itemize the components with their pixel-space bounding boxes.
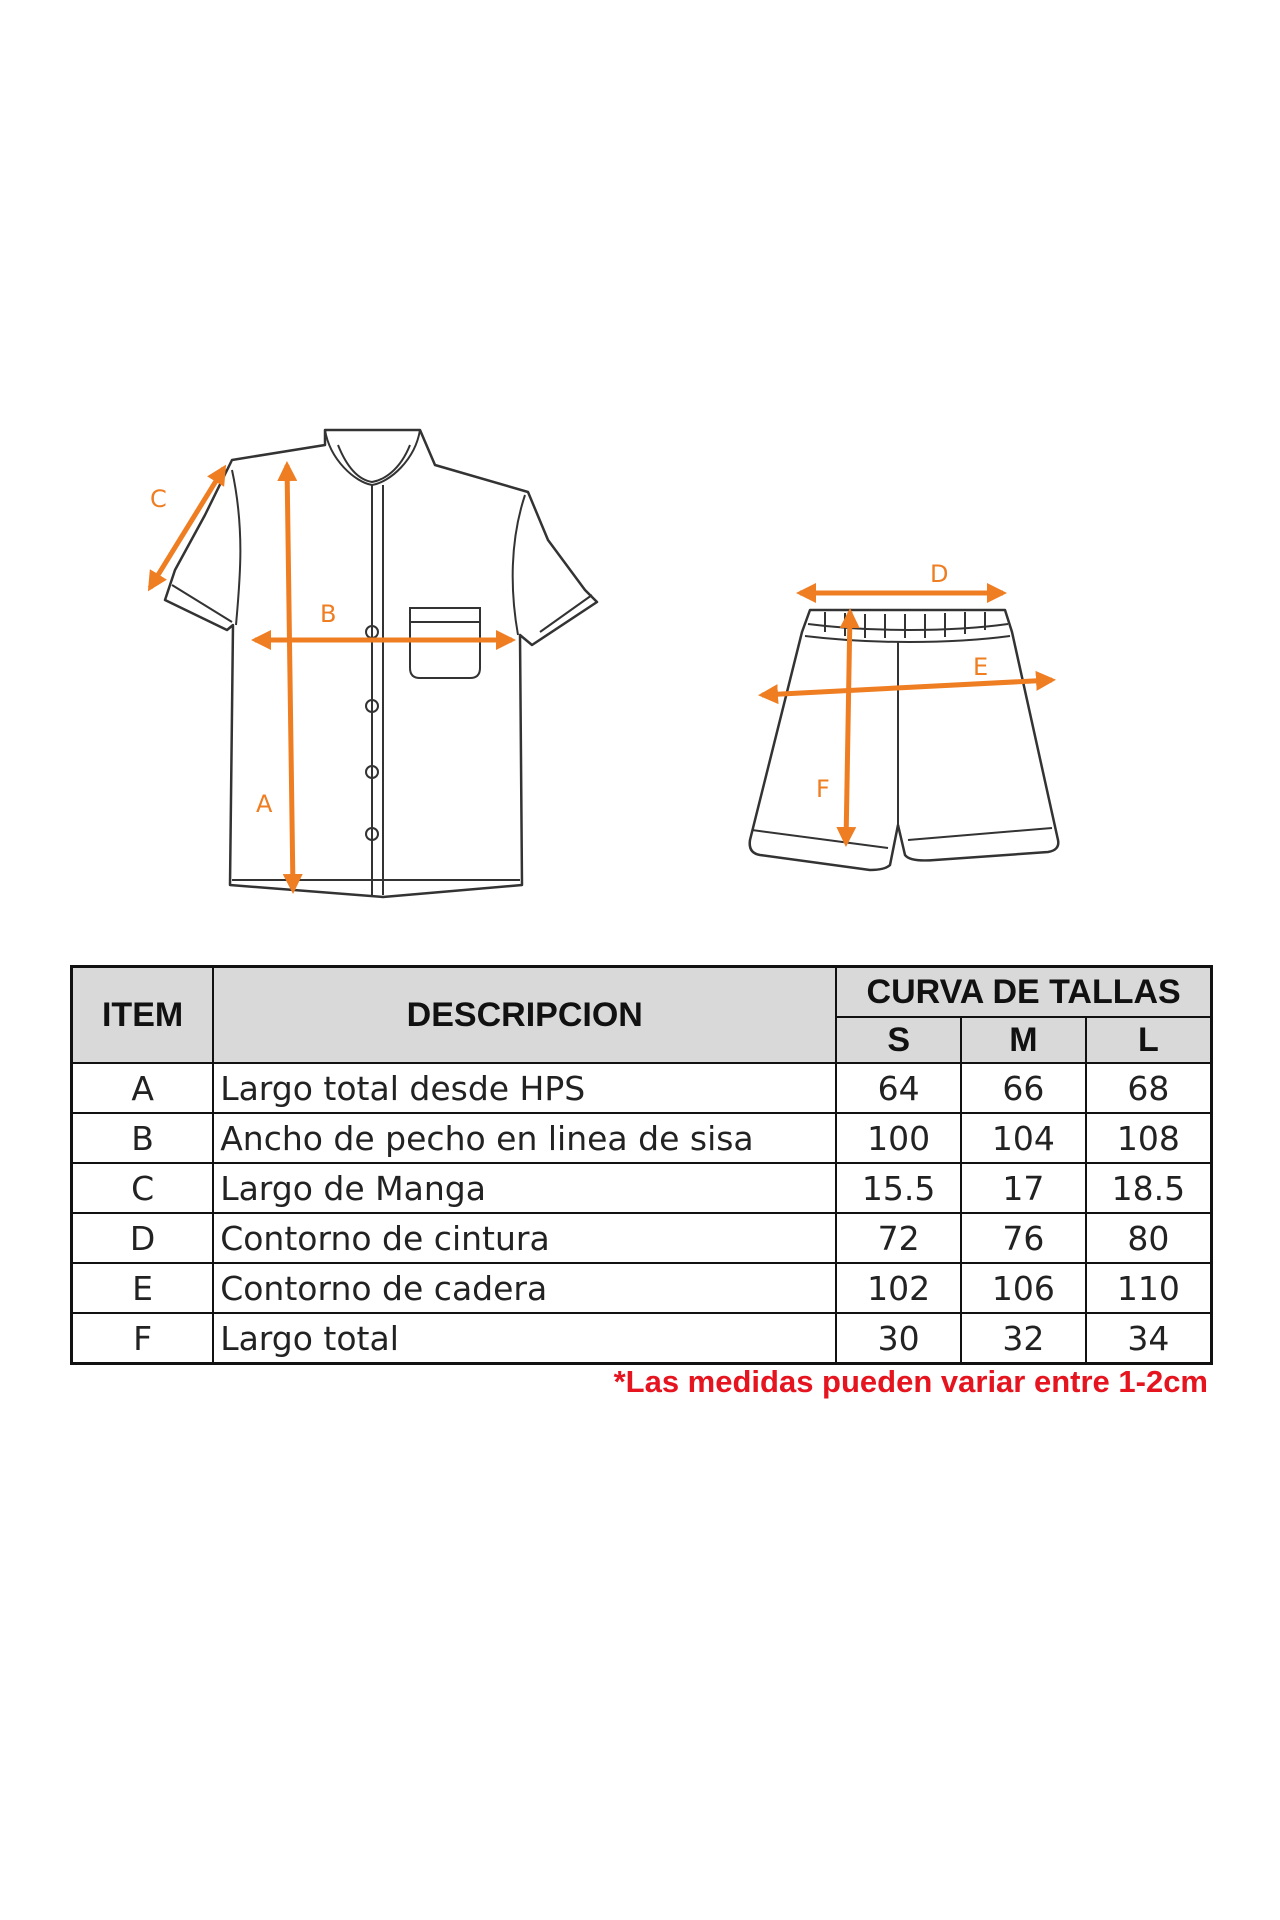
item-cell: C (72, 1163, 214, 1213)
value-cell-s: 72 (836, 1213, 961, 1263)
value-cell-m: 17 (961, 1163, 1086, 1213)
value-cell-s: 100 (836, 1113, 961, 1163)
description-cell: Ancho de pecho en linea de sisa (213, 1113, 836, 1163)
header-row (72, 967, 1212, 1018)
value-cell-l: 80 (1086, 1213, 1212, 1263)
garment-diagrams (0, 400, 1280, 920)
description-cell: Largo total desde HPS (213, 1063, 836, 1113)
table-row (72, 1063, 1212, 1113)
description-cell: Largo total (213, 1313, 836, 1364)
value-cell-m: 66 (961, 1063, 1086, 1113)
label-b: B (320, 600, 337, 628)
value-cell-l: 34 (1086, 1313, 1212, 1364)
value-cell-s: 64 (836, 1063, 961, 1113)
value-cell-m: 32 (961, 1313, 1086, 1364)
shirt-drawing (165, 430, 597, 897)
label-e: E (973, 653, 989, 681)
description-header: DESCRIPCION (213, 967, 836, 1064)
table-row (72, 1263, 1212, 1313)
value-cell-s: 30 (836, 1313, 961, 1364)
value-cell-s: 15.5 (836, 1163, 961, 1213)
shorts-drawing (750, 610, 1059, 870)
item-cell: E (72, 1263, 214, 1313)
item-cell: B (72, 1113, 214, 1163)
value-cell-l: 18.5 (1086, 1163, 1212, 1213)
value-cell-l: 110 (1086, 1263, 1212, 1313)
table-row (72, 1313, 1212, 1364)
value-cell-l: 68 (1086, 1063, 1212, 1113)
label-c: C (150, 485, 167, 513)
description-cell: Contorno de cadera (213, 1263, 836, 1313)
value-cell-m: 106 (961, 1263, 1086, 1313)
table-row (72, 1163, 1212, 1213)
description-cell: Contorno de cintura (213, 1213, 836, 1263)
table-row (72, 1213, 1212, 1263)
value-cell-m: 104 (961, 1113, 1086, 1163)
value-cell-s: 102 (836, 1263, 961, 1313)
label-a: A (256, 790, 273, 818)
description-cell: Largo de Manga (213, 1163, 836, 1213)
item-cell: F (72, 1313, 214, 1364)
label-f: F (816, 775, 830, 803)
value-cell-l: 108 (1086, 1113, 1212, 1163)
value-cell-m: 76 (961, 1213, 1086, 1263)
size-header-l: L (1086, 1017, 1212, 1063)
label-d: D (930, 560, 949, 588)
item-header: ITEM (72, 967, 214, 1064)
item-cell: A (72, 1063, 214, 1113)
size-group-header: CURVA DE TALLAS (836, 967, 1211, 1018)
table-row (72, 1113, 1212, 1163)
measurement-note: *Las medidas pueden variar entre 1-2cm (613, 1364, 1208, 1399)
size-header-m: M (961, 1017, 1086, 1063)
size-chart-table (70, 965, 1213, 1365)
item-cell: D (72, 1213, 214, 1263)
size-header-s: S (836, 1017, 961, 1063)
